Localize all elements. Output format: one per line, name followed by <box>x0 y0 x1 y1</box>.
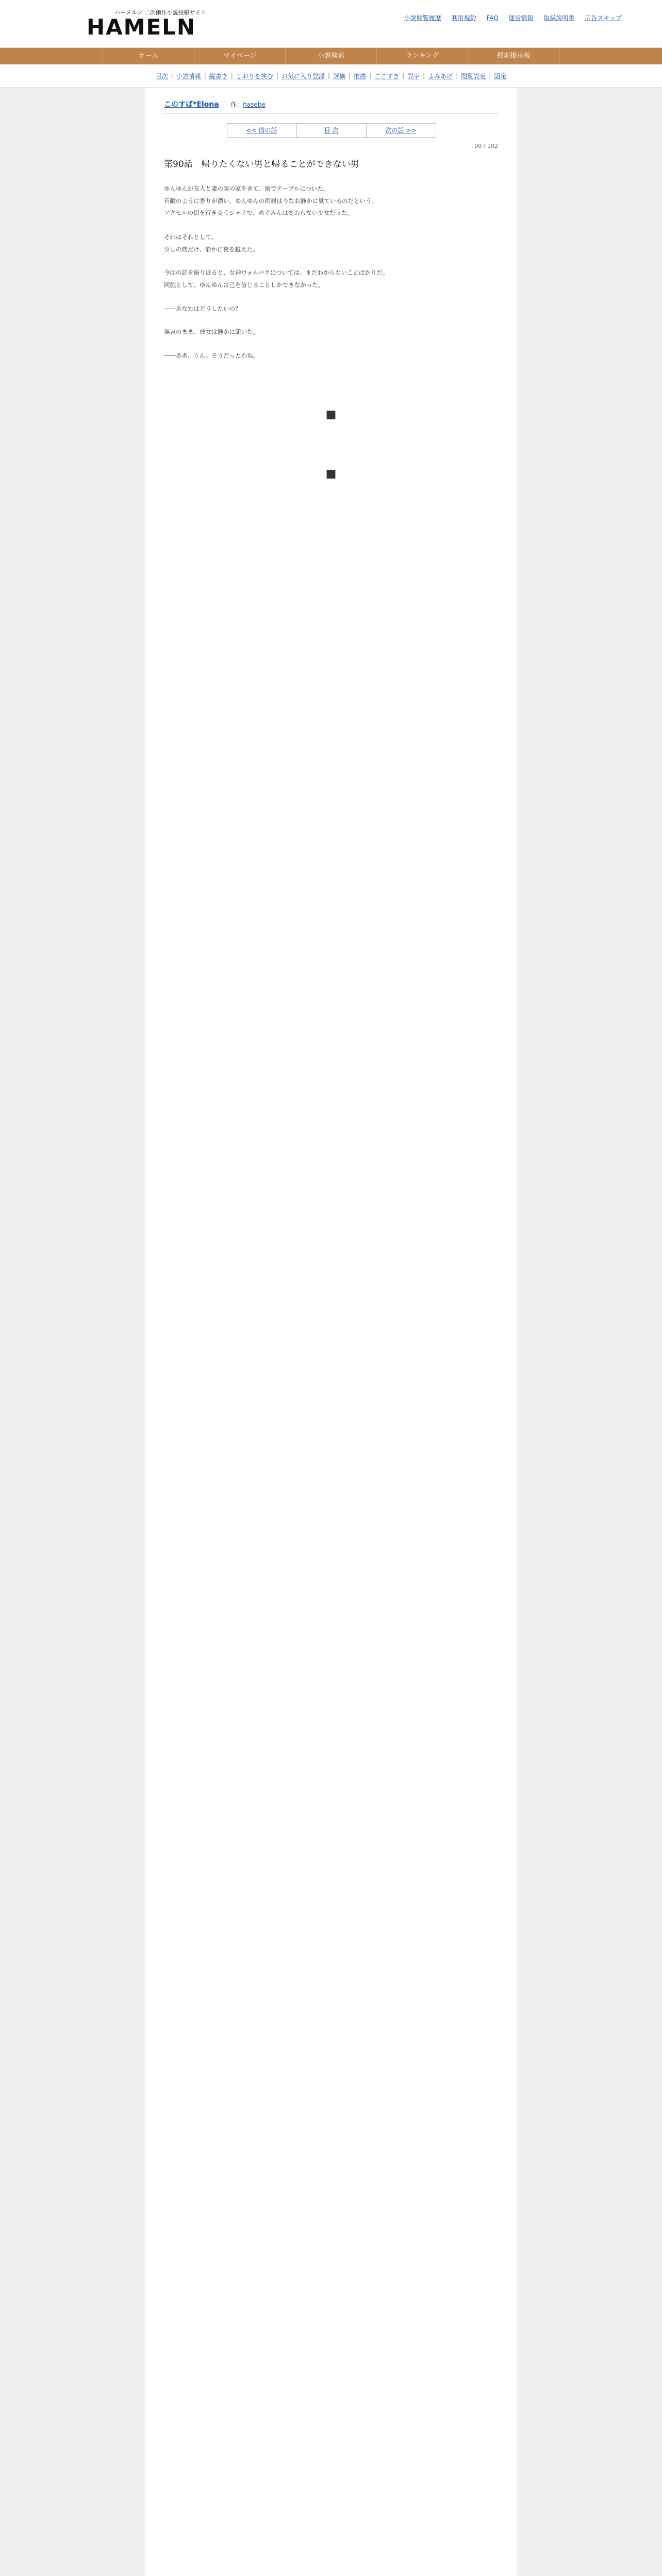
story-line: 少しの間だけ、静かに夜を越えた。 <box>164 245 259 253</box>
novel-menu: 目次 | 小説情報 | 縦書き | しおりを挟む | お気に入り登録 | 評価 | 推薦 | ここすき | 誤字 | よみあげ | 閲覧設定 | 固定 <box>0 64 662 88</box>
author-prefix: 作： <box>230 101 243 108</box>
episode-count: 90 / 102 <box>474 143 498 149</box>
prev-episode-button[interactable]: << 前の話 <box>227 123 297 138</box>
link-info[interactable]: 運営情報 <box>508 14 534 22</box>
story-paragraph <box>164 350 498 362</box>
story-line: アクセルの街を行き交うシャイで、めぐみんは変わらない少女だった。 <box>164 209 354 217</box>
story-line: ――あなたはどうしたいの？ <box>164 304 241 312</box>
menu-typo[interactable]: 誤字 <box>407 72 420 80</box>
nav-search[interactable]: 小説検索 <box>286 48 377 64</box>
top-header <box>0 0 662 48</box>
link-history[interactable]: 小説閲覧履歴 <box>404 14 441 22</box>
novel-title-line <box>164 99 498 114</box>
site-logo[interactable] <box>82 5 206 42</box>
menu-like[interactable]: ここすき <box>374 72 400 80</box>
story-paragraph <box>164 267 498 291</box>
story-line: ゆんゆんが友人と妻の実の家をきて、雨でテーブルについた。 <box>164 185 329 192</box>
section-divider: ■ <box>325 467 337 481</box>
story-text <box>164 183 498 480</box>
logo-subtitle: ハーメルン 二次創作小説投稿サイト <box>114 9 206 16</box>
pager-top <box>164 123 498 138</box>
chapter-title: 第90話 帰りたくない男と帰ることができない男 <box>164 159 359 170</box>
story-line: 無言のまま、彼女は静かに頷いた。 <box>164 328 259 336</box>
menu-fixed[interactable]: 固定 <box>494 72 507 80</box>
nav-ranking[interactable]: ランキング <box>377 48 468 64</box>
menu-favorite[interactable]: お気に入り登録 <box>281 72 325 80</box>
menu-recommend[interactable]: 推薦 <box>354 72 367 80</box>
story-paragraph <box>164 326 498 338</box>
novel-title[interactable]: このすば*Elona <box>164 100 219 109</box>
nav-home[interactable]: ホーム <box>103 48 194 64</box>
author <box>230 101 266 108</box>
story-line: 石鹸のように香りが漂い、ゆんゆんの両親は今なお静かに見ているのだという。 <box>164 197 377 205</box>
nav-board[interactable]: 捜索掲示板 <box>468 48 559 64</box>
story-line: ――ああ、うん。そうだったわね。 <box>164 351 259 359</box>
menu-toc[interactable]: 目次 <box>155 72 168 80</box>
logo-text: HAMELN <box>87 14 196 40</box>
menu-vertical[interactable]: 縦書き <box>209 72 228 80</box>
menu-rate[interactable]: 評価 <box>333 72 345 80</box>
link-faq[interactable]: FAQ <box>486 14 499 22</box>
menu-info[interactable]: 小説情報 <box>176 72 201 80</box>
author-link[interactable]: hasebe <box>243 101 266 108</box>
story-line: 同胞として、ゆんゆんは己を信じることしかできなかった。 <box>164 281 324 289</box>
menu-settings[interactable]: 閲覧設定 <box>461 72 486 80</box>
section-divider: ■ <box>325 408 337 421</box>
link-terms[interactable]: 利用規約 <box>451 14 476 22</box>
main-nav <box>0 48 662 64</box>
story-line: 今回の話を振り返ると、女神ウォルバクについては、まだわからないことばかりだ。 <box>164 269 389 277</box>
menu-bookmark[interactable]: しおりを挟む <box>236 72 273 80</box>
nav-mypage[interactable]: マイページ <box>194 48 286 64</box>
story-line: それはそれとして、 <box>164 233 218 241</box>
story-paragraph <box>164 303 498 315</box>
next-episode-button[interactable]: 次の話 >> <box>366 123 436 138</box>
toc-button[interactable]: 目 次 <box>296 123 367 138</box>
menu-readaloud[interactable]: よみあげ <box>428 72 453 80</box>
link-manual[interactable]: 取扱説明書 <box>543 14 575 22</box>
story-line <box>164 219 498 232</box>
novel-body <box>145 88 517 2576</box>
link-ad-skip[interactable]: 広告スキップ <box>585 14 622 22</box>
top-links <box>396 13 622 22</box>
story-paragraph <box>164 183 498 256</box>
